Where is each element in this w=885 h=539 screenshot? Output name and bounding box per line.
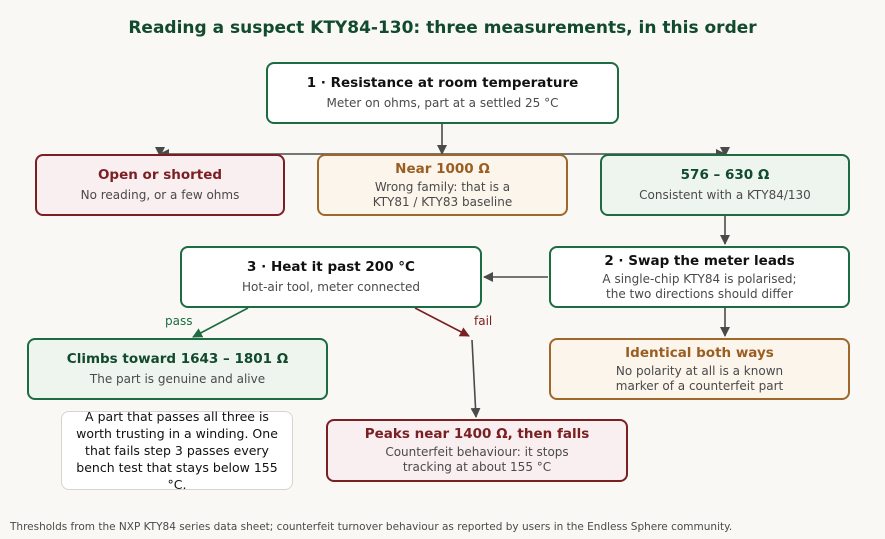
- node-genuine-sub: The part is genuine and alive: [89, 372, 266, 386]
- node-identical-sub1: No polarity at all is a known: [615, 363, 784, 378]
- node-genuine-heading: Climbs toward 1643 – 1801 Ω: [66, 351, 289, 367]
- node-step1-heading: 1 · Resistance at room temperature: [306, 75, 579, 91]
- node-near1000-sub1: Wrong family: that is a: [374, 179, 511, 194]
- node-step2-heading: 2 · Swap the meter leads: [604, 252, 795, 269]
- node-step1: [266, 62, 619, 124]
- source-footnote: Thresholds from the NXP KTY84 series data sheet; counterfeit turnover behaviour as reported by users in the Endless Sphere community.: [10, 521, 733, 533]
- edge-fail: [415, 308, 469, 336]
- node-step3-sub: Hot-air tool, meter connected: [242, 280, 420, 294]
- node-peaks-sub2: tracking at about 155 °C: [402, 460, 552, 474]
- summary-note: A part that passes all three is worth trusting in a winding. One that fails step 3 passes every bench test that stays below 155 °C.: [61, 411, 293, 490]
- node-genuine: [27, 338, 328, 400]
- node-step3-heading: 3 · Heat it past 200 °C: [247, 259, 415, 275]
- node-open-heading: Open or shorted: [97, 167, 223, 183]
- edge-label-pass: pass: [165, 314, 193, 328]
- node-step1-sub: Meter on ohms, part at a settled 25 °C: [326, 96, 559, 110]
- node-open-or-shorted: [35, 154, 285, 216]
- node-consistent-sub: Consistent with a KTY84/130: [639, 188, 811, 202]
- edge-fail-to-peaks: [472, 340, 476, 417]
- node-step3: [180, 246, 482, 308]
- edge-label-fail: fail: [474, 314, 493, 328]
- diagram-title: Reading a suspect KTY84-130: three measurements, in this order: [128, 18, 757, 38]
- node-step2-sub1: A single-chip KTY84 is polarised;: [602, 271, 797, 286]
- node-consistent-heading: 576 – 630 Ω: [680, 167, 770, 183]
- node-step2-sub2: the two directions should differ: [606, 286, 793, 301]
- node-consistent: [600, 154, 850, 216]
- edge-pass: [193, 308, 248, 337]
- node-peaks: [326, 419, 628, 482]
- node-near1000-heading: Near 1000 Ω: [395, 160, 490, 177]
- node-peaks-sub1: Counterfeit behaviour: it stops: [385, 445, 569, 459]
- node-near-1000: [317, 154, 568, 216]
- node-identical: [549, 338, 850, 400]
- node-identical-heading: Identical both ways: [625, 344, 774, 361]
- node-step2: [549, 246, 850, 308]
- node-identical-sub2: marker of a counterfeit part: [615, 378, 784, 393]
- node-peaks-heading: Peaks near 1400 Ω, then falls: [364, 426, 590, 442]
- node-open-sub: No reading, or a few ohms: [80, 188, 240, 202]
- node-near1000-sub2: KTY81 / KTY83 baseline: [372, 194, 513, 209]
